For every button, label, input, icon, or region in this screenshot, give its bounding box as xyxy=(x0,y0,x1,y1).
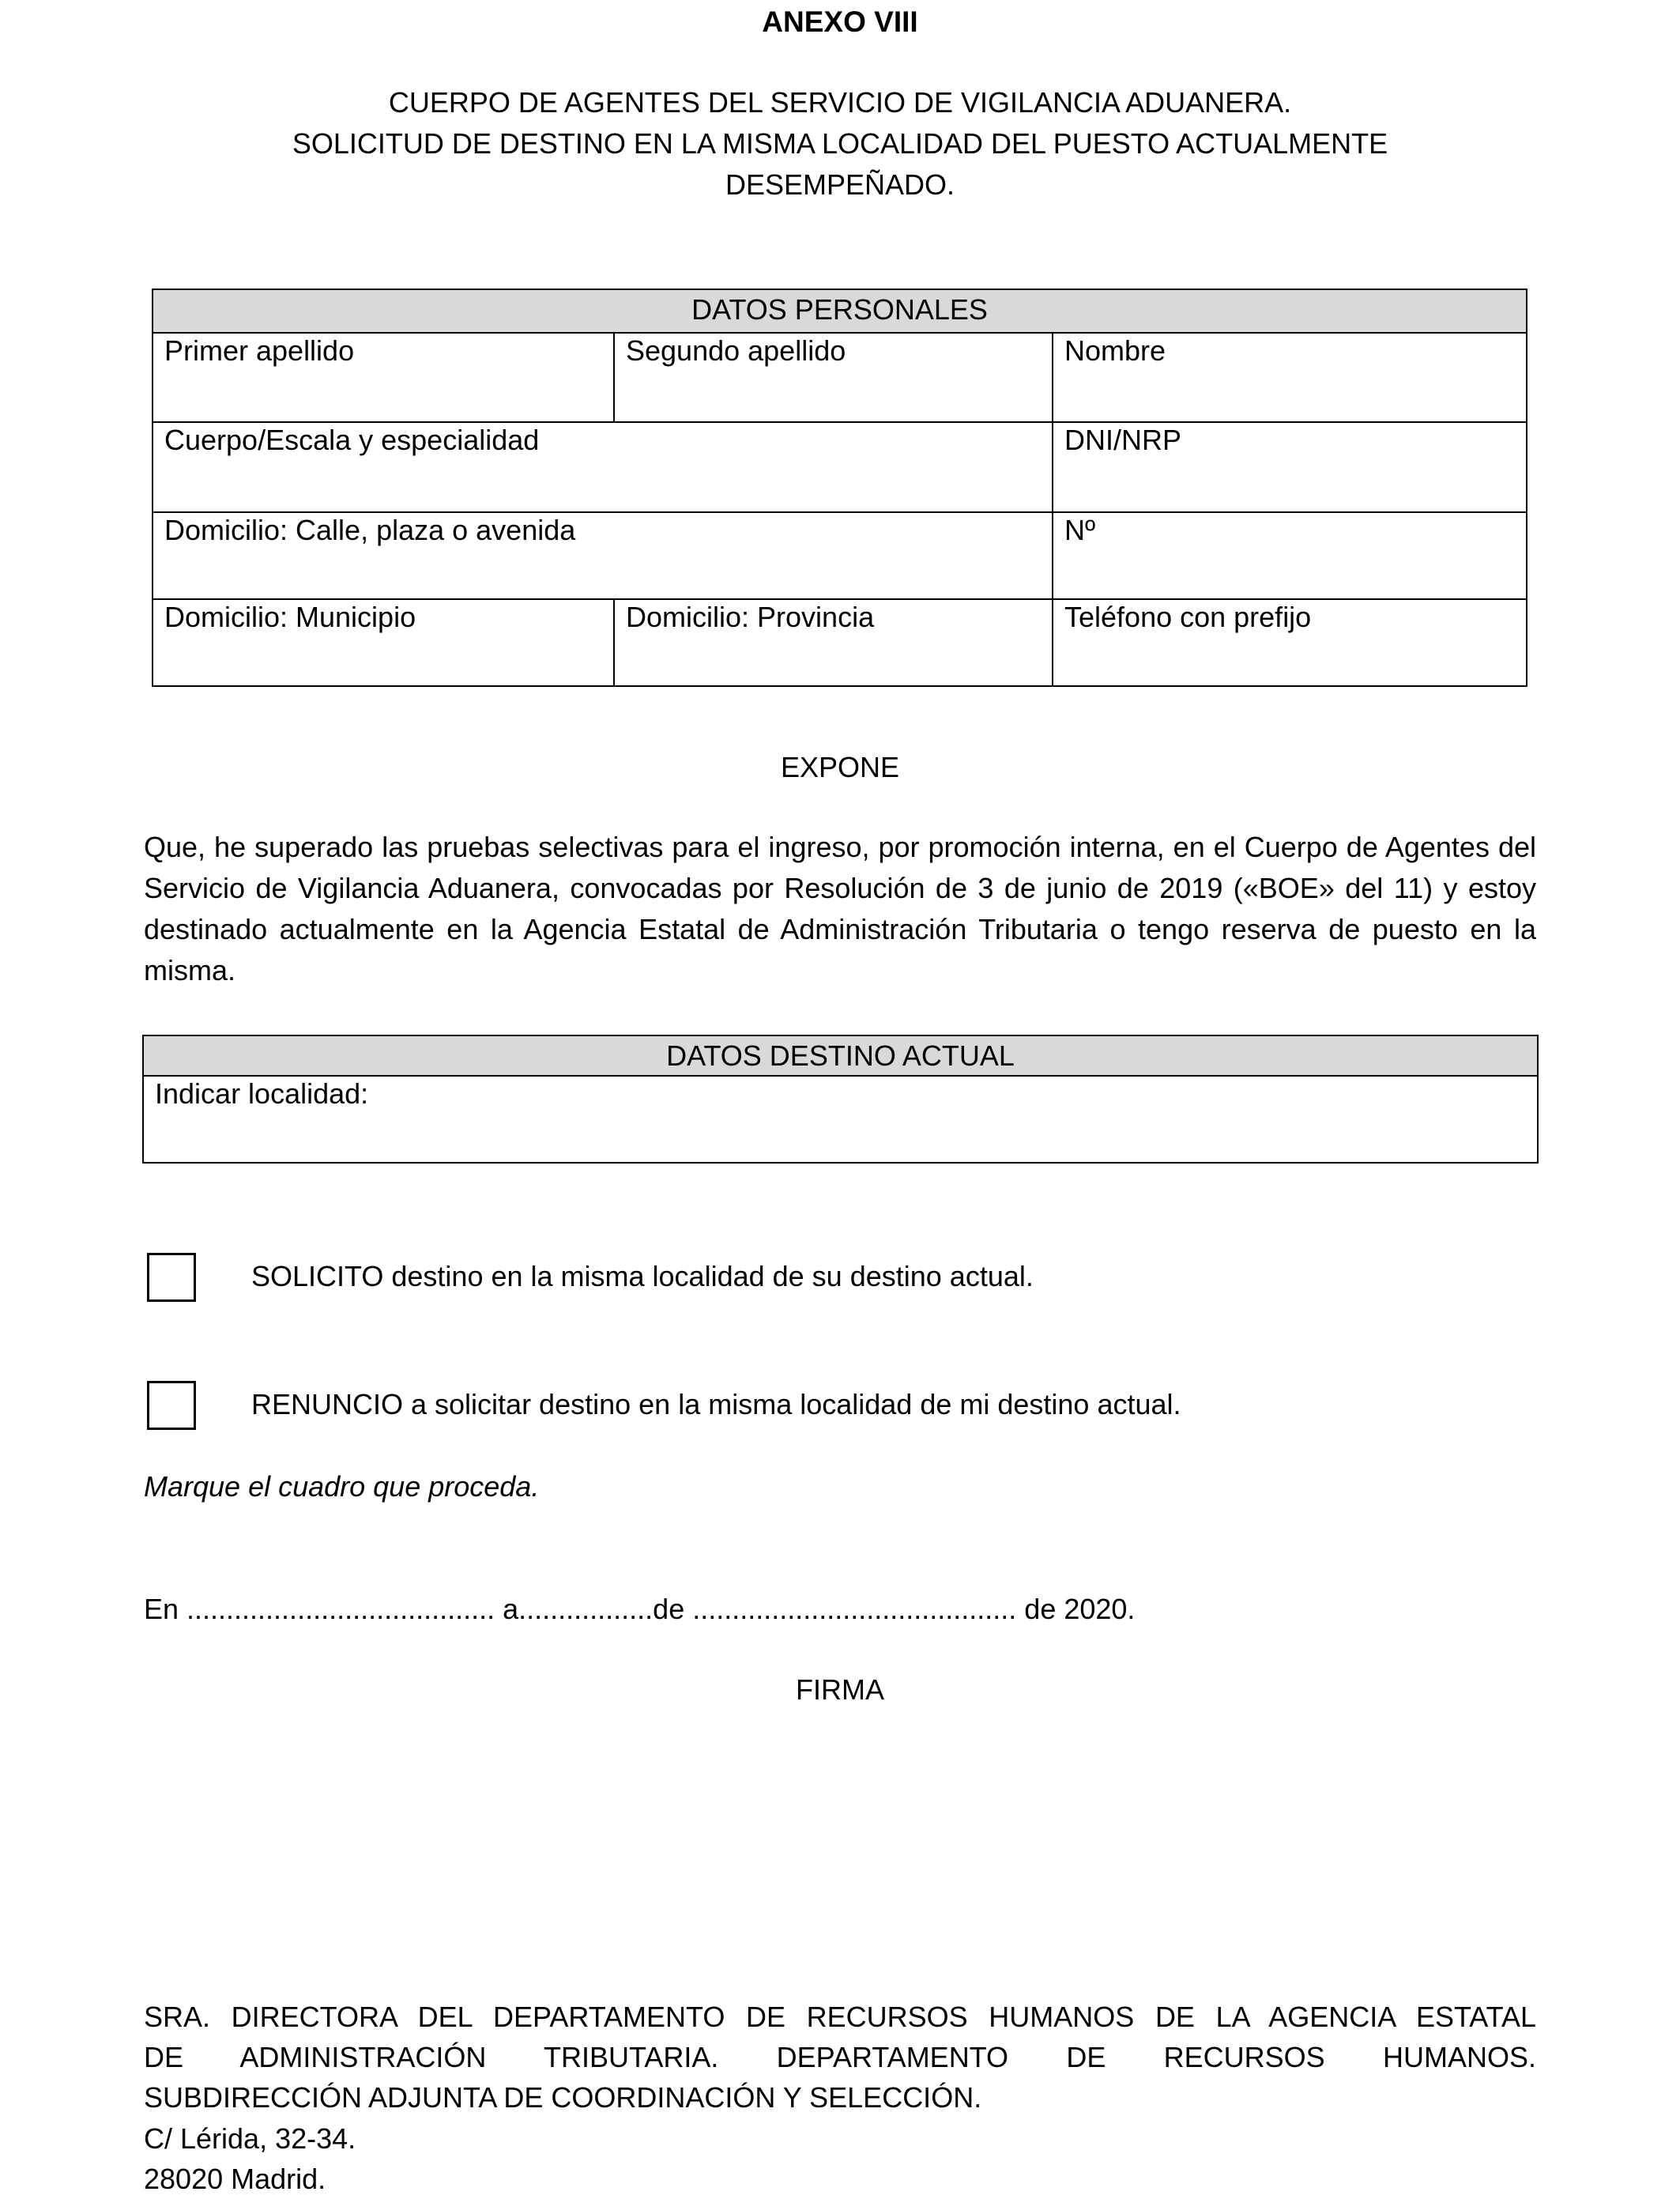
number-field[interactable] xyxy=(1053,512,1527,599)
request-option-label: SOLICITO destino en la misma localidad de su destino actual. xyxy=(251,1260,1034,1292)
name-field[interactable] xyxy=(1053,333,1527,422)
corps-label: Cuerpo/Escala y especialidad xyxy=(164,424,540,456)
form-title-line-3: DESEMPEÑADO. xyxy=(725,168,955,201)
phone-field[interactable] xyxy=(1053,599,1527,686)
signature-label: FIRMA xyxy=(796,1673,884,1706)
first-surname-field[interactable] xyxy=(153,333,614,422)
first-surname-label: Primer apellido xyxy=(164,334,355,367)
renounce-option-label: RENUNCIO a solicitar destino en la misma localidad de mi destino actual. xyxy=(251,1388,1181,1420)
province-field[interactable] xyxy=(614,599,1053,686)
locality-field[interactable] xyxy=(143,1076,1538,1163)
street-label: Domicilio: Calle, plaza o avenida xyxy=(164,514,576,546)
addressee-street: C/ Lérida, 32-34. xyxy=(144,2122,356,2155)
addressee-city: 28020 Madrid. xyxy=(144,2163,326,2195)
addressee-line-3: SUBDIRECCIÓN ADJUNTA DE COORDINACIÓN Y SELECCIÓN. xyxy=(144,2081,982,2114)
current-destination-table xyxy=(142,1035,1539,1164)
phone-label: Teléfono con prefijo xyxy=(1064,601,1312,633)
current-destination-heading: DATOS DESTINO ACTUAL xyxy=(143,1035,1538,1076)
request-checkbox[interactable] xyxy=(147,1253,196,1302)
name-label: Nombre xyxy=(1064,334,1166,367)
province-label: Domicilio: Provincia xyxy=(626,601,875,633)
personal-data-table xyxy=(152,289,1527,687)
form-title-line-2: SOLICITUD DE DESTINO EN LA MISMA LOCALIDAD DEL PUESTO ACTUALMENTE xyxy=(292,127,1388,160)
dni-label: DNI/NRP xyxy=(1064,424,1182,456)
expone-paragraph: Que, he superado las pruebas selectivas para el ingreso, por promoción interna, en el Cuerpo de Agentes del Servicio de Vigilancia Aduanera, convocadas por Resolución de 3 de junio de 2019 («BOE» del 11) y estoy destinado actualmente en la Agencia Estatal de Administración Tributaria o tengo reserva de puesto en la misma. xyxy=(144,831,1536,986)
addressee-line-2: DE ADMINISTRACIÓN TRIBUTARIA. DEPARTAMENTO DE RECURSOS HUMANOS. xyxy=(144,2041,1536,2073)
addressee-line-1: SRA. DIRECTORA DEL DEPARTAMENTO DE RECURSOS HUMANOS DE LA AGENCIA ESTATAL xyxy=(144,2001,1536,2033)
number-label: Nº xyxy=(1064,514,1096,546)
personal-data-heading: DATOS PERSONALES xyxy=(153,289,1527,333)
annex-title: ANEXO VIII xyxy=(762,6,918,38)
date-line: En ....................................... a.................de ......................................... de 2020. xyxy=(144,1593,1136,1625)
second-surname-field[interactable] xyxy=(614,333,1053,422)
second-surname-label: Segundo apellido xyxy=(626,334,846,367)
expone-heading: EXPONE xyxy=(780,751,900,783)
corps-field[interactable] xyxy=(153,422,1053,512)
renounce-checkbox[interactable] xyxy=(147,1381,196,1430)
instruction-text: Marque el cuadro que proceda. xyxy=(144,1470,540,1503)
municipality-field[interactable] xyxy=(153,599,614,686)
street-field[interactable] xyxy=(153,512,1053,599)
municipality-label: Domicilio: Municipio xyxy=(164,601,416,633)
dni-field[interactable] xyxy=(1053,422,1527,512)
form-title-line-1: CUERPO DE AGENTES DEL SERVICIO DE VIGILANCIA ADUANERA. xyxy=(388,86,1292,119)
locality-label: Indicar localidad: xyxy=(155,1077,369,1110)
